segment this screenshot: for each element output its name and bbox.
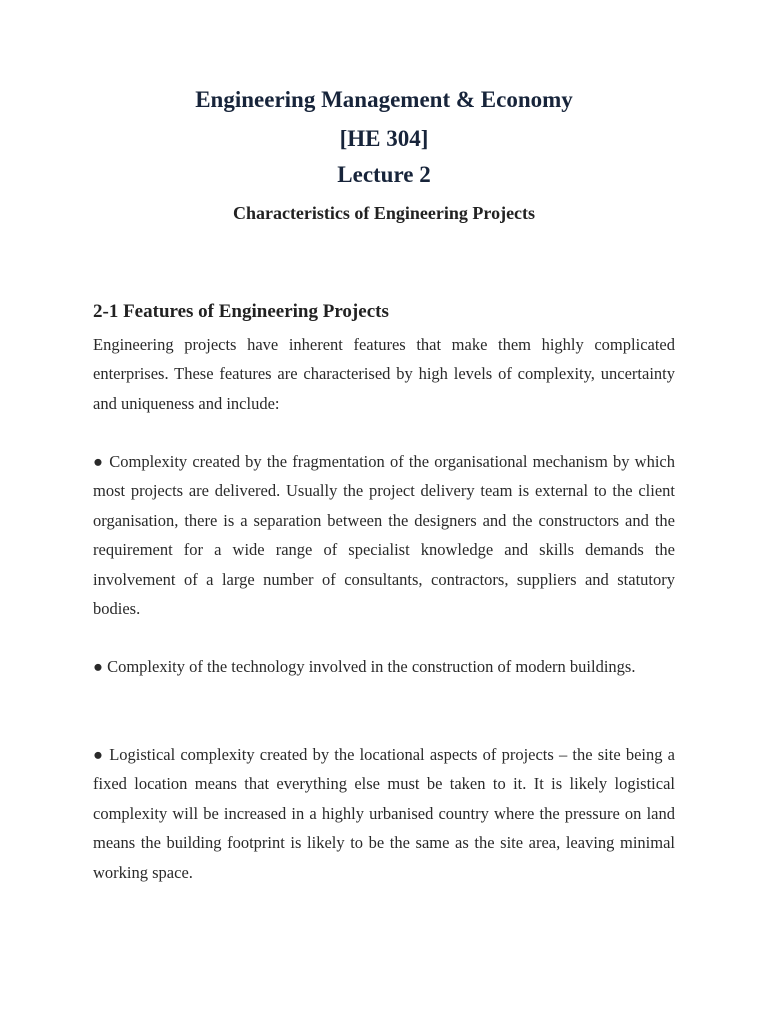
lecture-label: Lecture 2 (337, 162, 431, 187)
intro-paragraph: Engineering projects have inherent features that make them highly complicated enterprises. These features are characterised by high levels of complexity, uncertainty and uniqueness and include: (93, 335, 675, 413)
section-heading: 2-1 Features of Engineering Projects (93, 301, 389, 322)
course-code: [HE 304] (339, 126, 429, 151)
lecture-subtitle: Characteristics of Engineering Projects (232, 203, 536, 223)
course-title: Engineering Management & Economy (195, 87, 573, 112)
bullet-paragraph-technology: ● Complexity of the technology involved in the construction of modern buildings. (93, 657, 636, 676)
bullet-paragraph-fragmentation: ● Complexity created by the fragmentation of the organisational mechanism by which most projects are delivered. Usually the project delivery team is external to the client organisation, there is a separation between the designers and the constructors and the requirement for a wide range of specialist knowledge and skills demands the involvement of a large number of consultants, contractors, suppliers and statutory bodies. (93, 452, 675, 619)
bullet-paragraph-logistics: ● Logistical complexity created by the locational aspects of projects – the site being a fixed location means that everything else must be taken to it. It is likely logistical complexity will be increased in a highly urbanised country where the pressure on land means the building footprint is likely to be the same as the site area, leaving minimal working space. (93, 745, 675, 882)
